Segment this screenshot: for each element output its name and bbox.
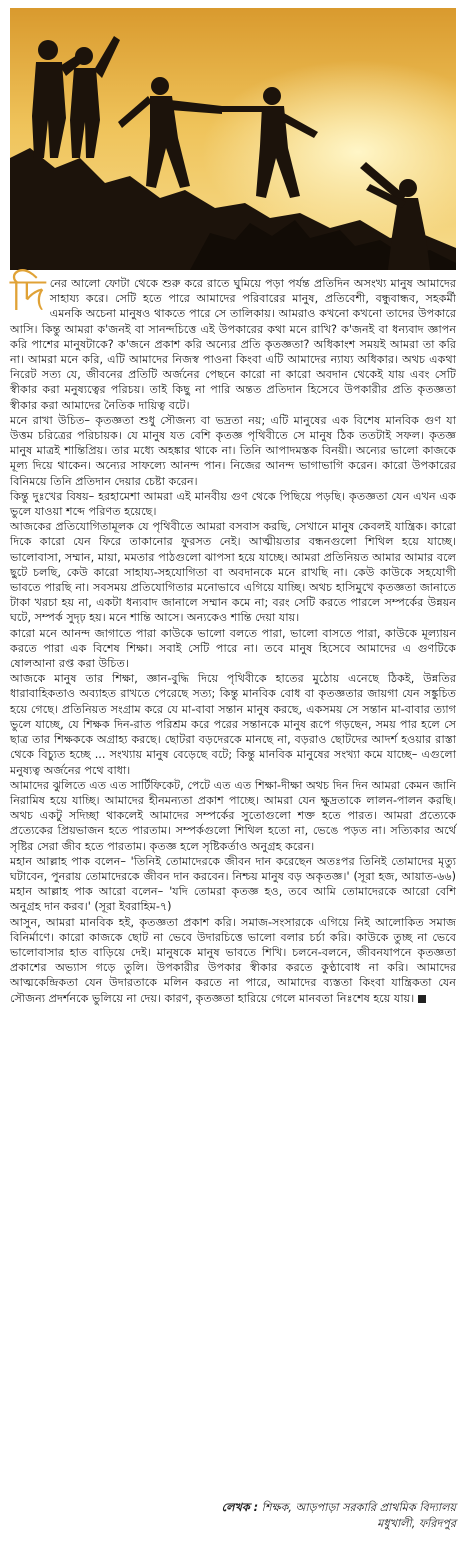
- article-paragraph: কিন্তু দুঃখের বিষয়– হরহামেশা আমরা এই মানবীয় গুণ থেকে পিছিয়ে পড়ছি। কৃতজ্ঞতা যেন এখন এক ভুলে যাওয়া শব্দে পরিণত হয়েছে।: [10, 489, 456, 519]
- helping-hands-silhouette-image: [10, 8, 456, 270]
- article-paragraph: মহান আল্লাহ পাক বলেন– 'তিনিই তোমাদেরকে জীবন দান করেছেন অতঃপর তিনিই তোমাদের মৃত্যু ঘটাবেন, পুনরায় তোমাদেরকে জীবন দান করবেন। নিশ্চয় মানুষ বড় অকৃতজ্ঞ।' (সূরা হজ, আয়াত-৬৬) মহান আল্লাহ পাক আরো বলেন– 'যদি তোমরা কৃতজ্ঞ হও, তবে আমি তোমাদেরকে আরো বেশি অনুগ্রহ দান করব।' (সূরা ইবরাহিম-৭): [10, 854, 456, 914]
- article-body: [10, 270, 456, 1006]
- article-paragraph: মনে রাখা উচিত– কৃতজ্ঞতা শুধু সৌজন্য বা ভদ্রতা নয়; এটি মানুষের এক বিশেষ মানবিক গুণ যা উত্তম চরিত্রের পরিচায়ক। যে মানুষ যত বেশি কৃতজ্ঞ পৃথিবীতে সে মানুষ ঠিক ততটাই সফল। কৃতজ্ঞ মানুষ মাত্রই শান্তিপ্রিয়। তার মধ্যে অহঙ্কার থাকে না। তিনি আপাদমস্তক বিনয়ী। অন্যের ভালো কাজকে মূল্য দিয়ে থাকেন। অন্যের সাফল্যে আনন্দ পান। নিজের আনন্দ ভাগাভাগি করেন। কারো উপকারের বিনিময়ে তিনি প্রতিদান দেয়ার চেষ্টা করেন।: [10, 413, 456, 488]
- author-affiliation: শিক্ষক, আড়পাড়া সরকারি প্রাথমিক বিদ্যালয়: [261, 1501, 456, 1514]
- hero-image: [10, 8, 456, 270]
- article-paragraph: আসুন, আমরা মানবিক হই, কৃতজ্ঞতা প্রকাশ করি। সমাজ-সংসারকে এগিয়ে নিই আলোকিত সমাজ বিনির্মাণে। কারো কাজকে ছোট না ভেবে উদারচিত্তে ভালো বলার চর্চা করি। কাউকে তুচ্ছ না ভেবে ভালোবাসার হাত বাড়িয়ে দেই। মানুষকে মানুষ ভাবতে শিখি। চলনে-বলনে, জীবনযাপনে কৃতজ্ঞতা প্রকাশের অভ্যাস গড়ে তুলি। উপকারীর উপকার স্বীকার করতে কুণ্ঠাবোধ না করি। আমাদের আত্মকেন্দ্রিকতা যেন উদারতাকে মলিন করতে না পারে, আমাদের ব্যস্ততা কিংবা যান্ত্রিকতা যেন সৌজন্য প্রদর্শনকে ভুলিয়ে না দেয়। কারণ, কৃতজ্ঞতা হারিয়ে গেলে মানবতা নিঃশেষ হয়ে যায়।: [10, 915, 456, 1005]
- article-paragraph: আজকে মানুষ তার শিক্ষা, জ্ঞান-বুদ্ধি দিয়ে পৃথিবীকে হাতের মুঠোয় এনেছে ঠিকই, উন্নতির ধারাবাহিকতাও অব্যাহত রাখতে পেরেছে সত্য; কিন্তু মানবিক বোধ বা কৃতজ্ঞতার জায়গা যেন সঙ্কুচিত হয়ে গেছে। প্রতিনিয়ত সংগ্রাম করে যে মা-বাবা সন্তান মানুষ করছে, একসময় সে সন্তান মা-বাবার ত্যাগ ভুলে যাচ্ছে, যে শিক্ষক দিন-রাত পরিশ্রম করে পরের সন্তানকে মানুষ রূপে গড়ছেন, সময় পার হলে সে ছাত্র তার শিক্ষককে অগ্রাহ্য করছে। ছোটরা বড়দেরকে মানছে না, বড়রাও ছোটদের আদর্শ হওয়ার রাস্তা থেকে বিচ্যুত হচ্ছে ... সংখ্যায় মানুষ বেড়েছে বটে; কিন্তু মানবিক মানুষের সংখ্যা কমে যাচ্ছে– এগুলো মনুষ্যত্ব অর্জনের পথে বাধা।: [10, 672, 456, 777]
- article-paragraph: আজকের প্রতিযোগিতামূলক যে পৃথিবীতে আমরা বসবাস করছি, সেখানে মানুষ কেবলই যান্ত্রিক। কারো দিকে কারো যেন ফিরে তাকানোর ফুরসত নেই। আত্মীয়তার বন্ধনগুলো শিথিল হয়ে যাচ্ছে। ভালোবাসা, সম্মান, মায়া, মমতার পাঠগুলো ঝাপসা হয়ে যাচ্ছে। আমরা প্রতিনিয়ত আমার আমার বলে ছুটে চলছি, কেউ কারো সাহায্য-সহযোগিতা বা অবদানকে মনে রাখছি না। কেউ কাউকে সহযোগী ভাবতে পারছি না। সবসময় প্রতিযোগিতার মনোভাবে এগিয়ে যাচ্ছি। অথচ হাসিমুখে কৃতজ্ঞতা জানাতে টাকা খরচা হয় না, একটা ধন্যবাদ জানালে সম্মান কমে না; বরং সেটি করতে পারলে সম্পর্কের উন্নয়ন ঘটে, সম্পর্ক সুদৃঢ় হয়। মনে শান্তি আসে। অন্যকেও শান্তি দেয়া যায়।: [10, 520, 456, 625]
- drop-cap: দি: [10, 270, 46, 321]
- author-byline: [10, 1500, 456, 1532]
- author-label: লেখক :: [221, 1501, 259, 1514]
- article-paragraph: কারো মনে আনন্দ জাগাতে পারা কাউকে ভালো বলতে পারা, ভালো বাসতে পারা, কাউকে মূল্যায়ন করতে পারা এক বিশেষ শিক্ষা। সবাই সেটি পারে না। তবে মানুষ হিসেবে আমাদের এ গুণটিকে ষোলআনা রপ্ত করা উচিত।: [10, 626, 456, 671]
- article-paragraph: দিনের আলো ফোটা থেকে শুরু করে রাতে ঘুমিয়ে পড়া পর্যন্ত প্রতিদিন অসংখ্য মানুষ আমাদের সাহায্য করে। সেটি হতে পারে আমাদের পরিবারের মানুষ, প্রতিবেশী, বন্ধুবান্ধব, সহকর্মী এমনকি অচেনা মানুষও থাকতে পারে সে তালিকায়। আমরাও কখনো কখনো তাদের উপকারে আসি। কিন্তু আমরা ক'জনই বা সানন্দচিত্তে এই উপকারের কথা মনে রাখি? ক'জনই বা ধন্যবাদ জ্ঞাপন করি পাশের মানুষটাকে? ক'জনে প্রকাশ করি অন্যের প্রতি কৃতজ্ঞতা? অধিকাংশ সময়ই আমরা তা করি না। আমরা মনে করি, এটি আমাদের নিজস্ব পাওনা কিংবা এটি আমাদের ন্যায্য অধিকার। অথচ একথা নিরেট সত্য যে, জীবনের প্রতিটি অর্জনের পেছনে কারো না কারো অবদান থেকেই যায় এবং সেটি স্বীকার করা মনুষ্যত্বের পরিচয়। তাই কিছু না পারি অন্তত প্রতিদান হিসেবে উপকারীর প্রতি কৃতজ্ঞতা স্বীকার করা আমাদের নৈতিক দায়িত্ব বটে।: [10, 270, 456, 412]
- end-mark-icon: [418, 995, 426, 1003]
- article-paragraph: আমাদের ঝুলিতে এত এত সার্টিফিকেট, পেটে এত এত শিক্ষা-দীক্ষা অথচ দিন দিন আমরা কেমন জানি নিরামিষ হয়ে যাচ্ছি। আমাদের হীনমন্যতা প্রকাশ পাচ্ছে। আমরা যেন ক্ষুদ্রতাকে লালন-পালন করছি। অথচ একটু সদিচ্ছা থাকলেই আমাদের সম্পর্কের সুতোগুলো শক্ত হতে পারত। আমরা প্রত্যেকে প্রত্যেকের প্রিয়ভাজন হতে পারতাম। সম্পর্কগুলো শিথিল হতো না, ভেঙে পড়ত না। সত্যিকার অর্থে সৃষ্টির সেরা জীব হতে পারতাম। কৃতজ্ঞ হলে সৃষ্টিকর্তাও অনুগ্রহ করেন।: [10, 778, 456, 853]
- author-location: মধুখালী, ফরিদপুর: [377, 1517, 456, 1530]
